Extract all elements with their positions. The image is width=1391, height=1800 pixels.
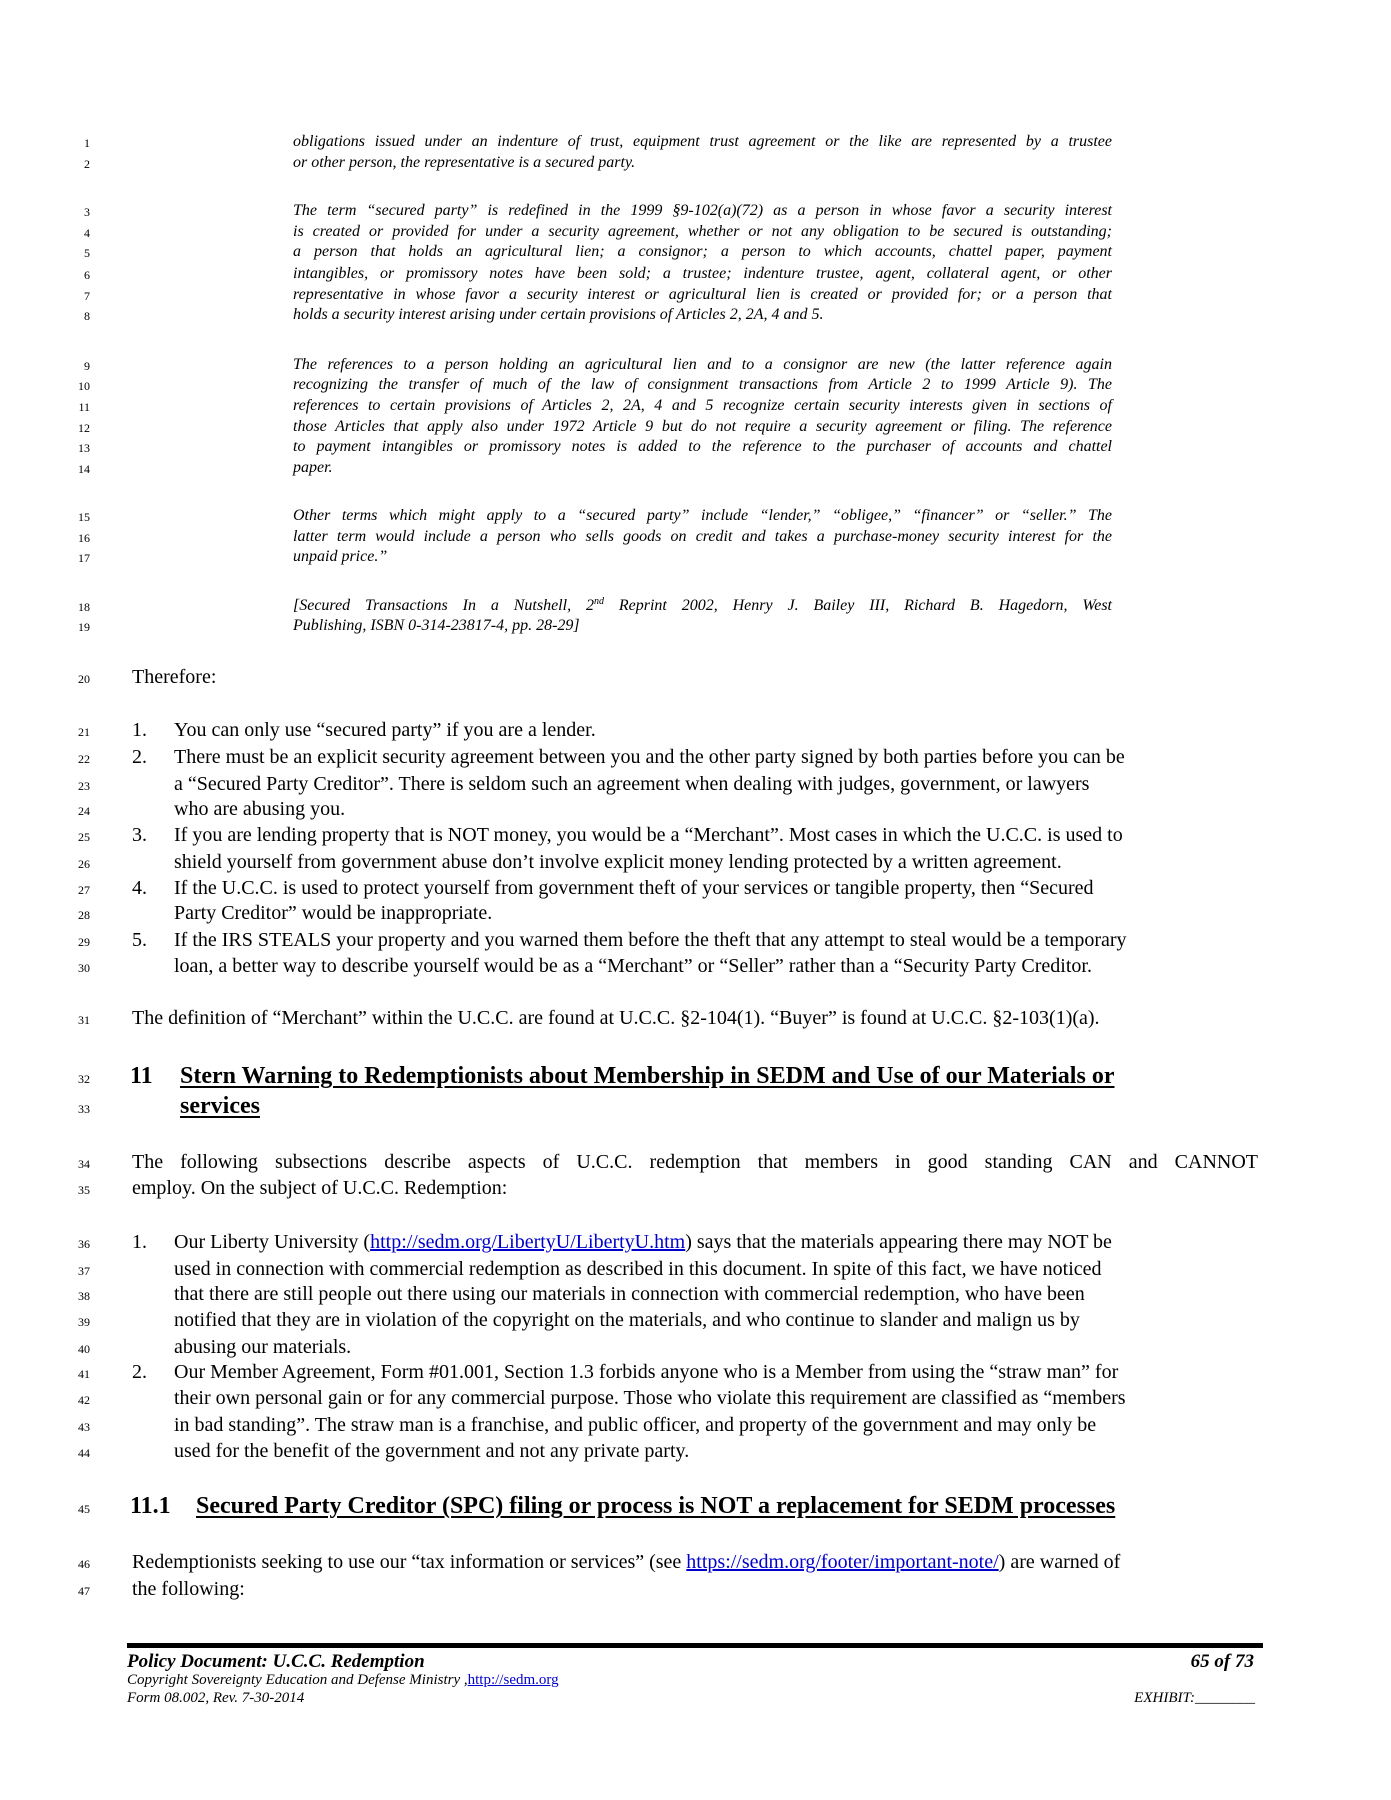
citation-line: Publishing, ISBN 0-314-23817-4, pp. 28-29]	[293, 617, 580, 634]
line-number: 43	[78, 1420, 90, 1434]
list-item-line: Our Member Agreement, Form #01.001, Section 1.3 forbids anyone who is a Member from using the “straw man” for	[174, 1361, 1119, 1383]
line-number: 38	[78, 1289, 90, 1303]
liberty-university-link[interactable]: http://sedm.org/LibertyU/LibertyU.htm	[370, 1231, 686, 1253]
citation-text: [Secured Transactions In a Nutshell, 2	[293, 597, 594, 614]
list-item-line: a “Secured Party Creditor”. There is seldom such an agreement when dealing with judges, government, or lawyers	[174, 773, 1090, 795]
list-item-line: shield yourself from government abuse don’t involve explicit money lending protected by a written agreement.	[174, 851, 1062, 873]
quote-line: paper.	[293, 459, 333, 476]
line-number: 32	[78, 1072, 90, 1086]
line-number: 5	[84, 246, 90, 260]
line-number: 4	[84, 226, 90, 240]
line-number: 2	[84, 157, 90, 171]
list-item-line: who are abusing you.	[174, 798, 346, 820]
line-number: 1	[84, 136, 90, 150]
line-number: 16	[78, 531, 90, 545]
line-number: 29	[78, 935, 90, 949]
list-item-line: used in connection with commercial redemption as described in this document. In spite of this fact, we have noticed	[174, 1258, 1102, 1280]
line-number: 44	[78, 1446, 90, 1460]
list-item-line: used for the benefit of the government and not any private party.	[174, 1440, 690, 1462]
line-number: 26	[78, 857, 90, 871]
line-number: 28	[78, 908, 90, 922]
list-number: 1.	[132, 1231, 147, 1253]
line-number: 34	[78, 1157, 90, 1171]
final-paragraph-line	[132, 1552, 1120, 1572]
quote-line: latter term would include a person who sells goods on credit and takes a purchase-money security interest for the	[293, 528, 1112, 545]
paragraph-text: Redemptionists seeking to use our “tax information or services” (see	[132, 1551, 687, 1573]
section-title: Stern Warning to Redemptionists about Membership in SEDM and Use of our Materials or	[180, 1063, 1115, 1089]
list-item-line: If the IRS STEALS your property and you warned them before the theft that any attempt to steal would be a temporary	[174, 929, 1127, 951]
list-number: 3.	[132, 824, 147, 846]
quote-line: Other terms which might apply to a “secured party” include “lender,” “obligee,” “financer” or “seller.” The	[293, 507, 1112, 524]
line-number: 14	[78, 462, 90, 476]
line-number: 13	[78, 441, 90, 455]
list-number: 1.	[132, 719, 147, 741]
line-number: 42	[78, 1393, 90, 1407]
line-number: 6	[84, 268, 90, 282]
footer-form: Form 08.002, Rev. 7-30-2014	[127, 1690, 305, 1706]
section-title: services	[180, 1093, 260, 1119]
final-paragraph-line: the following:	[132, 1578, 245, 1600]
intro-line: The following subsections describe aspects of U.C.C. redemption that members in good standing CAN and CANNOT	[132, 1151, 1258, 1173]
line-number: 24	[78, 804, 90, 818]
list-item-line: Party Creditor” would be inappropriate.	[174, 902, 493, 924]
quote-line: representative in whose favor a security interest or agricultural lien is created or provided for; or a person that	[293, 286, 1112, 303]
quote-line: those Articles that apply also under 1972 Article 9 but do not require a security agreement or filing. The reference	[293, 418, 1112, 435]
citation-superscript: nd	[593, 596, 604, 607]
section-number: 11.1	[130, 1493, 171, 1519]
citation-line	[293, 598, 1112, 614]
quote-line: recognizing the transfer of much of the law of consignment transactions from Article 2 to 1999 Article 9). The	[293, 376, 1112, 393]
quote-line: obligations issued under an indenture of trust, equipment trust agreement or the like are represented by a trustee	[293, 133, 1112, 150]
list-item-line: There must be an explicit security agreement between you and the other party signed by both parties before you can be	[174, 746, 1125, 768]
quote-line: The references to a person holding an agricultural lien and to a consignor are new (the latter reference again	[293, 356, 1112, 373]
line-number: 25	[78, 830, 90, 844]
list-text: ) says that the materials appearing there may NOT be	[685, 1231, 1112, 1253]
list-item-line: in bad standing”. The straw man is a franchise, and public officer, and property of the government and may only be	[174, 1414, 1097, 1436]
line-number: 31	[78, 1013, 90, 1027]
list-text: Our Liberty University (	[174, 1231, 371, 1253]
line-number: 8	[84, 309, 90, 323]
line-number: 33	[78, 1102, 90, 1116]
intro-line: employ. On the subject of U.C.C. Redemption:	[132, 1177, 508, 1199]
line-number: 3	[84, 205, 90, 219]
line-number: 18	[78, 600, 90, 614]
line-number: 37	[78, 1264, 90, 1278]
line-number: 7	[84, 289, 90, 303]
line-number: 21	[78, 725, 90, 739]
list-number: 2.	[132, 1361, 147, 1383]
quote-line: or other person, the representative is a secured party.	[293, 154, 636, 171]
list-item-line: abusing our materials.	[174, 1336, 352, 1358]
definition-text: The definition of “Merchant” within the U.C.C. are found at U.C.C. §2-104(1). “Buyer” is found at U.C.C. §2-103(1)(a).	[132, 1007, 1100, 1029]
quote-line: intangibles, or promissory notes have been sold; a trustee; indenture trustee, agent, collateral agent, or other	[293, 265, 1112, 282]
line-number: 9	[84, 359, 90, 373]
list-item-line: You can only use “secured party” if you are a lender.	[174, 719, 596, 741]
list-number: 2.	[132, 746, 147, 768]
important-note-link[interactable]: https://sedm.org/footer/important-note/	[686, 1551, 999, 1573]
line-number: 39	[78, 1315, 90, 1329]
line-number: 36	[78, 1237, 90, 1251]
line-number: 11	[78, 400, 90, 414]
line-number: 12	[78, 421, 90, 435]
quote-line: The term “secured party” is redefined in the 1999 §9-102(a)(72) as a person in whose favor a security interest	[293, 202, 1112, 219]
therefore-text: Therefore:	[132, 666, 217, 688]
quote-line: to payment intangibles or promissory notes is added to the reference to the purchaser of accounts and chattel	[293, 438, 1112, 455]
section-title: Secured Party Creditor (SPC) filing or process is NOT a replacement for SEDM processes	[196, 1493, 1116, 1519]
line-number: 46	[78, 1557, 90, 1571]
line-number: 22	[78, 752, 90, 766]
list-item-line: their own personal gain or for any commercial purpose. Those who violate this requirement are classified as “members	[174, 1387, 1126, 1409]
list-item-line: If you are lending property that is NOT money, you would be a “Merchant”. Most cases in which the U.C.C. is used to	[174, 824, 1123, 846]
line-number: 23	[78, 779, 90, 793]
line-number: 41	[78, 1367, 90, 1381]
sedm-link[interactable]: http://sedm.org	[467, 1672, 559, 1688]
list-number: 4.	[132, 877, 147, 899]
line-number: 19	[78, 620, 90, 634]
line-number: 35	[78, 1183, 90, 1197]
line-number: 45	[78, 1502, 90, 1516]
quote-line: a person that holds an agricultural lien; a consignor; a person to which accounts, chattel paper, payment	[293, 243, 1112, 260]
line-number: 20	[78, 672, 90, 686]
quote-line: unpaid price.”	[293, 548, 388, 565]
list-item-line: notified that they are in violation of the copyright on the materials, and who continue to slander and malign us by	[174, 1309, 1080, 1331]
list-item-line: If the U.C.C. is used to protect yourself from government theft of your services or tangible property, then “Secured	[174, 877, 1094, 899]
footer-title: Policy Document: U.C.C. Redemption	[127, 1651, 425, 1672]
list-item-line: loan, a better way to describe yourself would be as a “Merchant” or “Seller” rather than a “Security Party Creditor.	[174, 955, 1092, 977]
quote-line: references to certain provisions of Articles 2, 2A, 4 and 5 recognize certain security interests given in sections of	[293, 397, 1112, 414]
line-number: 40	[78, 1342, 90, 1356]
line-number: 47	[78, 1584, 90, 1598]
line-number: 30	[78, 961, 90, 975]
quote-line: holds a security interest arising under certain provisions of Articles 2, 2A, 4 and 5.	[293, 306, 824, 323]
section-number: 11	[130, 1063, 153, 1089]
list-item-line: that there are still people out there using our materials in connection with commercial redemption, who have been	[174, 1283, 1085, 1305]
line-number: 10	[78, 379, 90, 393]
paragraph-text: ) are warned of	[998, 1551, 1121, 1573]
line-number: 17	[78, 551, 90, 565]
copyright-text: Copyright Sovereignty Education and Defense Ministry ,	[127, 1672, 468, 1688]
footer-rule	[127, 1643, 1263, 1648]
list-number: 5.	[132, 929, 147, 951]
line-number: 15	[78, 510, 90, 524]
footer-exhibit: EXHIBIT:________	[1134, 1690, 1255, 1706]
page-number: 65 of 73	[1190, 1651, 1254, 1672]
citation-text: Reprint 2002, Henry J. Bailey III, Richard B. Hagedorn, West	[603, 597, 1112, 614]
footer-copyright	[127, 1672, 559, 1689]
line-number: 27	[78, 883, 90, 897]
list-item-line	[174, 1232, 1112, 1252]
quote-line: is created or provided for under a security agreement, whether or not any obligation to be secured is outstanding;	[293, 223, 1112, 240]
